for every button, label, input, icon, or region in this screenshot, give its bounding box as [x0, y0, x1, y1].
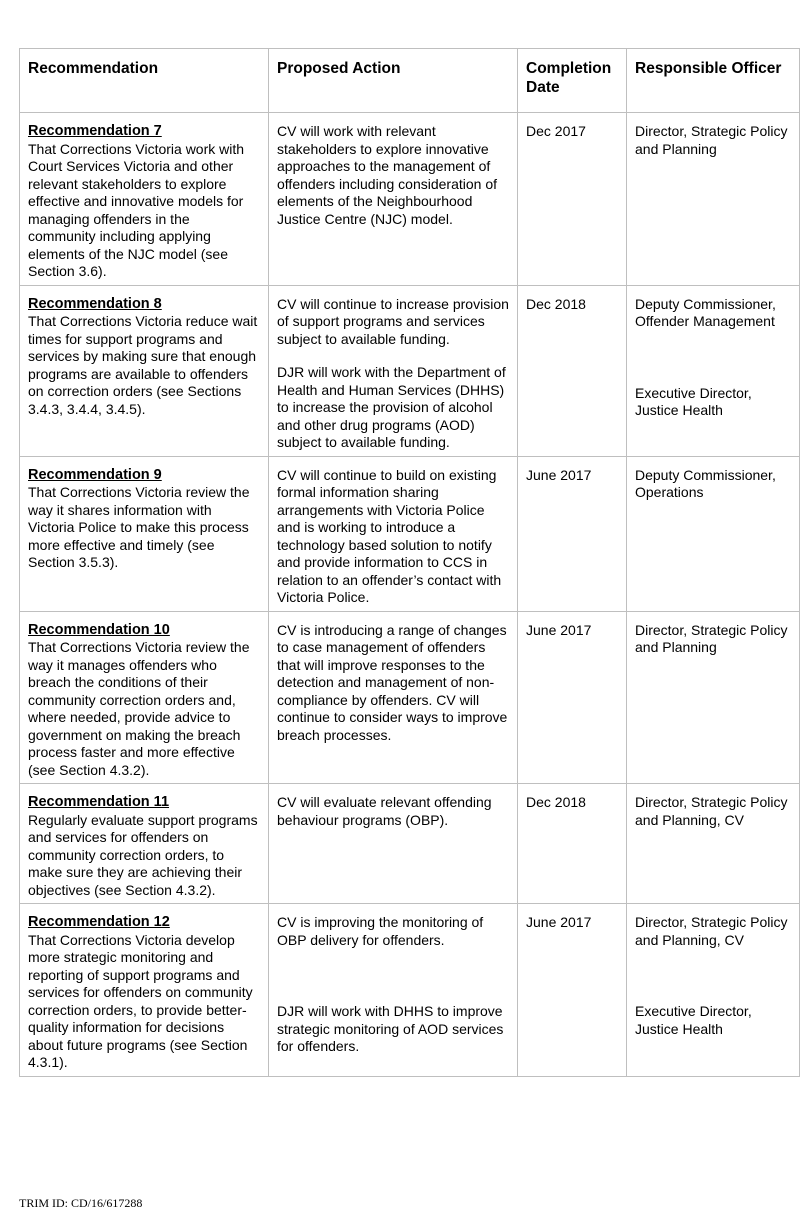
recommendations-table — [19, 48, 800, 1077]
header-recommendation: Recommendation — [20, 49, 269, 113]
officer-text: Deputy Commissioner, Operations — [635, 466, 776, 500]
table-row — [20, 456, 800, 611]
officer-cell — [627, 904, 800, 1077]
action-cell — [269, 113, 518, 286]
recommendation-text: That Corrections Victoria review the way it manages offenders who breach the conditions of their community correction orders and, where needed, provide advice to government on making the breach process faster and more effective (see Section 4.3.2). — [28, 639, 250, 778]
date-cell: June 2017 — [518, 611, 627, 784]
date-cell: June 2017 — [518, 456, 627, 611]
recommendation-text: That Corrections Victoria review the way it shares information with Victoria Police to make this process more effective and timely (see Section 3.5.3). — [28, 484, 250, 570]
trim-id-footer: TRIM ID: CD/16/617288 — [19, 1196, 143, 1210]
recommendation-cell — [20, 784, 269, 904]
recommendation-cell — [20, 611, 269, 784]
officer-text: Director, Strategic Policy and Planning — [635, 621, 788, 655]
recommendation-text: That Corrections Victoria work with Court Services Victoria and other relevant stakeholders to explore effective and innovative models for managing offenders in the community including applying elements of the NJC model (see Section 3.6). — [28, 140, 245, 279]
action-text: DJR will work with DHHS to improve strategic monitoring of AOD services for offenders. — [277, 1003, 504, 1054]
recommendation-cell — [20, 904, 269, 1077]
action-text: CV will continue to increase provision of support programs and services subject to available funding. — [277, 295, 509, 347]
table-row — [20, 784, 800, 904]
officer-cell — [627, 611, 800, 784]
header-proposed-action: Proposed Action — [269, 49, 518, 113]
officer-cell — [627, 285, 800, 456]
recommendation-title: Recommendation 11 — [28, 794, 170, 810]
recommendation-title: Recommendation 8 — [28, 295, 162, 312]
recommendation-cell — [20, 456, 269, 611]
table-row — [20, 611, 800, 784]
officer-text: Deputy Commissioner, Offender Management — [635, 295, 776, 329]
recommendation-title: Recommendation 12 — [28, 914, 170, 930]
action-cell — [269, 904, 518, 1077]
officer-text: Director, Strategic Policy and Planning, CV — [635, 914, 788, 948]
action-text: CV is introducing a range of changes to case management of offenders that will improve responses to the detection and management of non-compliance by offenders. CV will continue to consider ways to improve breach processes. — [277, 621, 508, 743]
table-row — [20, 113, 800, 286]
date-cell: Dec 2018 — [518, 285, 627, 456]
recommendation-cell — [20, 113, 269, 286]
date-cell: Dec 2017 — [518, 113, 627, 286]
officer-cell — [627, 456, 800, 611]
date-cell: Dec 2018 — [518, 784, 627, 904]
officer-text: Director, Strategic Policy and Planning — [635, 123, 788, 157]
action-text: DJR will work with the Department of Health and Human Services (DHHS) to increase the provision of alcohol and other drug programs (AOD) subject to available funding. — [277, 364, 506, 450]
table-row — [20, 904, 800, 1077]
action-text: CV will work with relevant stakeholders to explore innovative approaches to the management of offenders including consideration of elements of the Neighbourhood Justice Centre (NJC) model. — [277, 123, 498, 227]
action-cell — [269, 611, 518, 784]
header-completion-date: Completion Date — [518, 49, 627, 113]
officer-cell — [627, 784, 800, 904]
officer-text: Director, Strategic Policy and Planning, CV — [635, 794, 788, 828]
recommendation-text: That Corrections Victoria reduce wait times for support programs and services by making sure that enough programs are available to offenders on correction orders (see Sections 3.4.3, 3.4.4, 3.4.5). — [28, 313, 258, 417]
header-responsible-officer: Responsible Officer — [627, 49, 800, 113]
recommendation-title: Recommendation 10 — [28, 621, 170, 638]
recommendation-cell — [20, 285, 269, 456]
officer-cell — [627, 113, 800, 286]
action-cell — [269, 456, 518, 611]
recommendation-title: Recommendation 9 — [28, 466, 162, 483]
table-row — [20, 285, 800, 456]
header-row — [20, 49, 800, 113]
action-cell — [269, 285, 518, 456]
action-text: CV will continue to build on existing formal information sharing arrangements with Victoria Police and is working to introduce a technology based solution to notify and provide information to CCS in relation to an offender’s contact with Victoria Police. — [277, 466, 502, 605]
recommendation-text: Regularly evaluate support programs and services for offenders on community correction orders, to make sure they are achieving their objectives (see Section 4.3.2). — [28, 811, 258, 898]
action-text: CV is improving the monitoring of OBP delivery for offenders. — [277, 914, 484, 948]
recommendation-title: Recommendation 7 — [28, 123, 162, 139]
action-cell — [269, 784, 518, 904]
date-cell: June 2017 — [518, 904, 627, 1077]
action-text: CV will evaluate relevant offending behaviour programs (OBP). — [277, 794, 492, 828]
officer-text: Executive Director, Justice Health — [635, 1003, 752, 1037]
recommendation-text: That Corrections Victoria develop more strategic monitoring and reporting of support programs and services for offenders on community correction orders, to provide better-quality information for decisions about future programs (see Section 4.3.1). — [28, 931, 253, 1070]
officer-text: Executive Director, Justice Health — [635, 384, 752, 418]
